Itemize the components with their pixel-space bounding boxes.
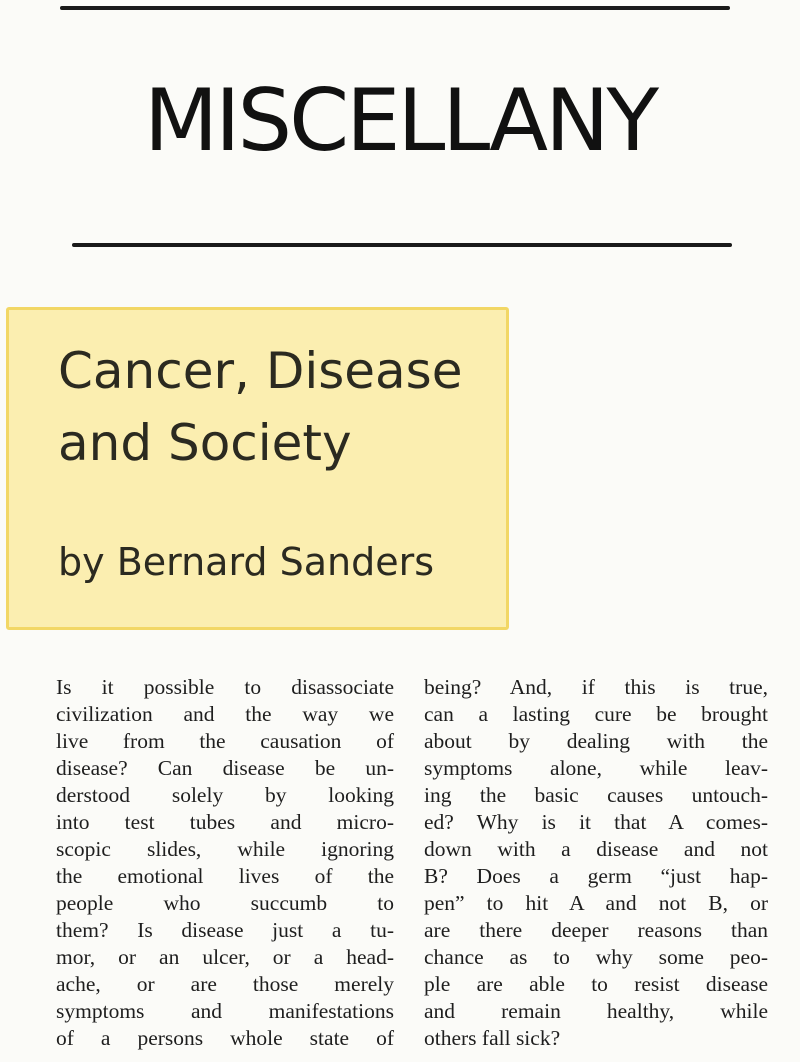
- text-line: down with a disease and not: [424, 837, 768, 861]
- article-column-left: [56, 674, 394, 1052]
- text-line: civilization and the way we: [56, 702, 394, 726]
- text-line: others fall sick?: [424, 1026, 561, 1050]
- text-line: people who succumb to: [56, 891, 394, 915]
- text-line: ache, or are those merely: [56, 972, 394, 996]
- bottom-rule: [72, 243, 732, 247]
- article-title-line: and Society: [58, 414, 352, 472]
- text-line: chance as to why some peo-: [424, 945, 768, 969]
- text-line: and remain healthy, while: [424, 999, 768, 1023]
- text-line: live from the causation of: [56, 729, 394, 753]
- text-line: mor, or an ulcer, or a head-: [56, 945, 394, 969]
- text-line: the emotional lives of the: [56, 864, 394, 888]
- text-line: are there deeper reasons than: [424, 918, 768, 942]
- text-line: being? And, if this is true,: [424, 675, 768, 699]
- text-line: of a persons whole state of: [56, 1026, 394, 1050]
- article-column-right: [424, 674, 768, 1052]
- text-line: symptoms alone, while leav-: [424, 756, 768, 780]
- text-line: ple are able to resist disease: [424, 972, 768, 996]
- article-title: [58, 335, 508, 479]
- text-line: disease? Can disease be un-: [56, 756, 394, 780]
- byline: by Bernard Sanders: [58, 540, 435, 584]
- text-line: B? Does a germ “just hap-: [424, 864, 768, 888]
- text-line: can a lasting cure be brought: [424, 702, 768, 726]
- text-line: pen” to hit A and not B, or: [424, 891, 768, 915]
- article-title-line: Cancer, Disease: [58, 342, 463, 400]
- text-line: ed? Why is it that A comes-: [424, 810, 768, 834]
- text-line: about by dealing with the: [424, 729, 768, 753]
- text-line: them? Is disease just a tu-: [56, 918, 394, 942]
- text-line: derstood solely by looking: [56, 783, 394, 807]
- top-rule: [60, 6, 730, 10]
- text-line: scopic slides, while ignoring: [56, 837, 394, 861]
- section-title: MISCELLANY: [143, 71, 657, 171]
- text-line: ing the basic causes untouch-: [424, 783, 768, 807]
- text-line: Is it possible to disassociate: [56, 675, 394, 699]
- text-line: symptoms and manifestations: [56, 999, 394, 1023]
- text-line: into test tubes and micro-: [56, 810, 394, 834]
